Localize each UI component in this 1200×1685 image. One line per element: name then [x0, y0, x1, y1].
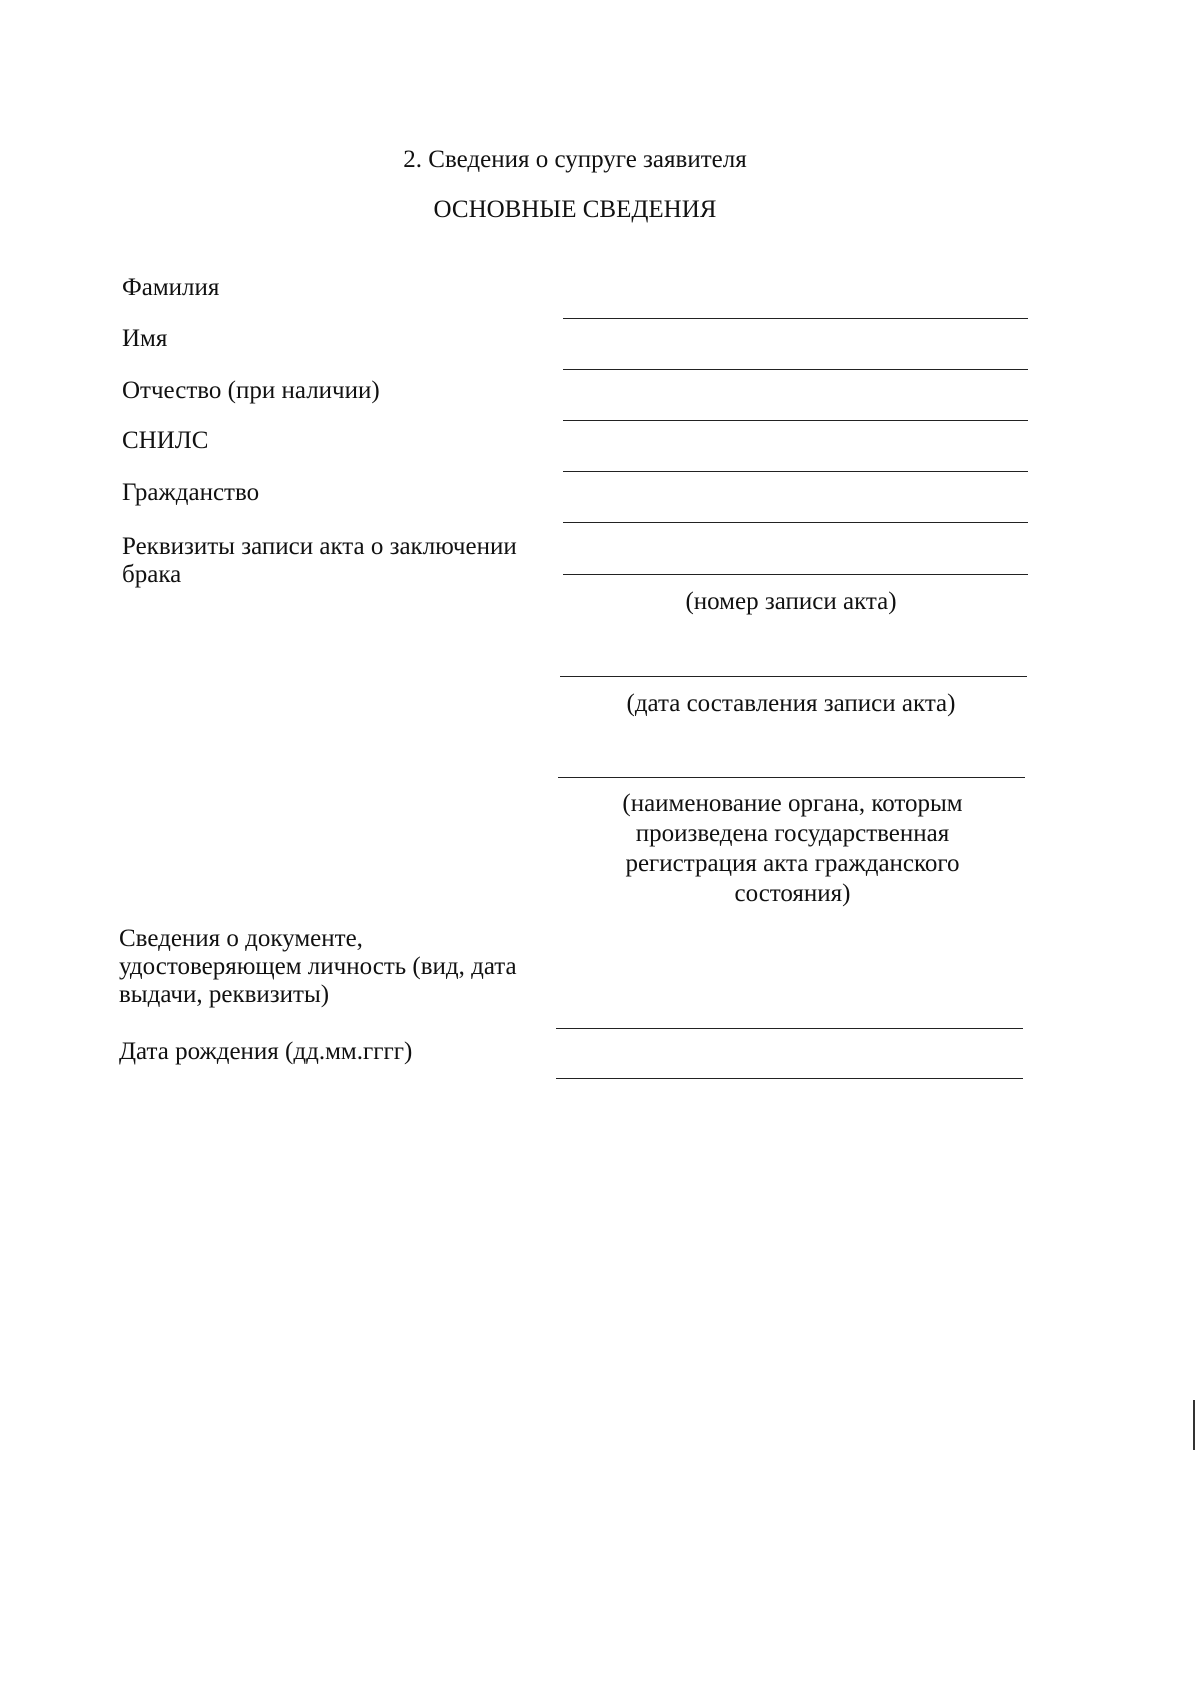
- name-label: Имя: [122, 325, 168, 352]
- section-title: 2. Сведения о супруге заявителя: [403, 146, 747, 173]
- patronymic-label: Отчество (при наличии): [122, 377, 380, 404]
- record-date-caption: (дата составления записи акта): [626, 690, 956, 717]
- birth-date-field[interactable]: [556, 1078, 1023, 1079]
- registration-body-caption: (наименование органа, которым произведена государственная регистрация акта гражданского состояния): [622, 790, 963, 907]
- citizenship-field[interactable]: [563, 522, 1028, 523]
- identity-document-field[interactable]: [556, 1028, 1023, 1029]
- snils-label: СНИЛС: [122, 427, 209, 454]
- citizenship-label: Гражданство: [122, 479, 260, 506]
- marriage-record-label: Реквизиты записи акта о заключении брака: [122, 533, 517, 588]
- record-number-caption: (номер записи акта): [685, 588, 897, 615]
- form-subtitle: ОСНОВНЫЕ СВЕДЕНИЯ: [433, 196, 717, 223]
- registration-body-field[interactable]: [558, 777, 1025, 778]
- surname-field[interactable]: [563, 318, 1028, 319]
- record-date-field[interactable]: [560, 676, 1027, 677]
- name-field[interactable]: [563, 369, 1028, 370]
- patronymic-field[interactable]: [563, 420, 1028, 421]
- record-number-field[interactable]: [563, 574, 1028, 575]
- birth-date-label: Дата рождения (дд.мм.гггг): [119, 1038, 413, 1065]
- snils-field[interactable]: [563, 471, 1028, 472]
- scan-edge-mark: [1193, 1400, 1195, 1450]
- surname-label: Фамилия: [122, 274, 220, 301]
- identity-document-label: Сведения о документе, удостоверяющем личность (вид, дата выдачи, реквизиты): [119, 925, 517, 1008]
